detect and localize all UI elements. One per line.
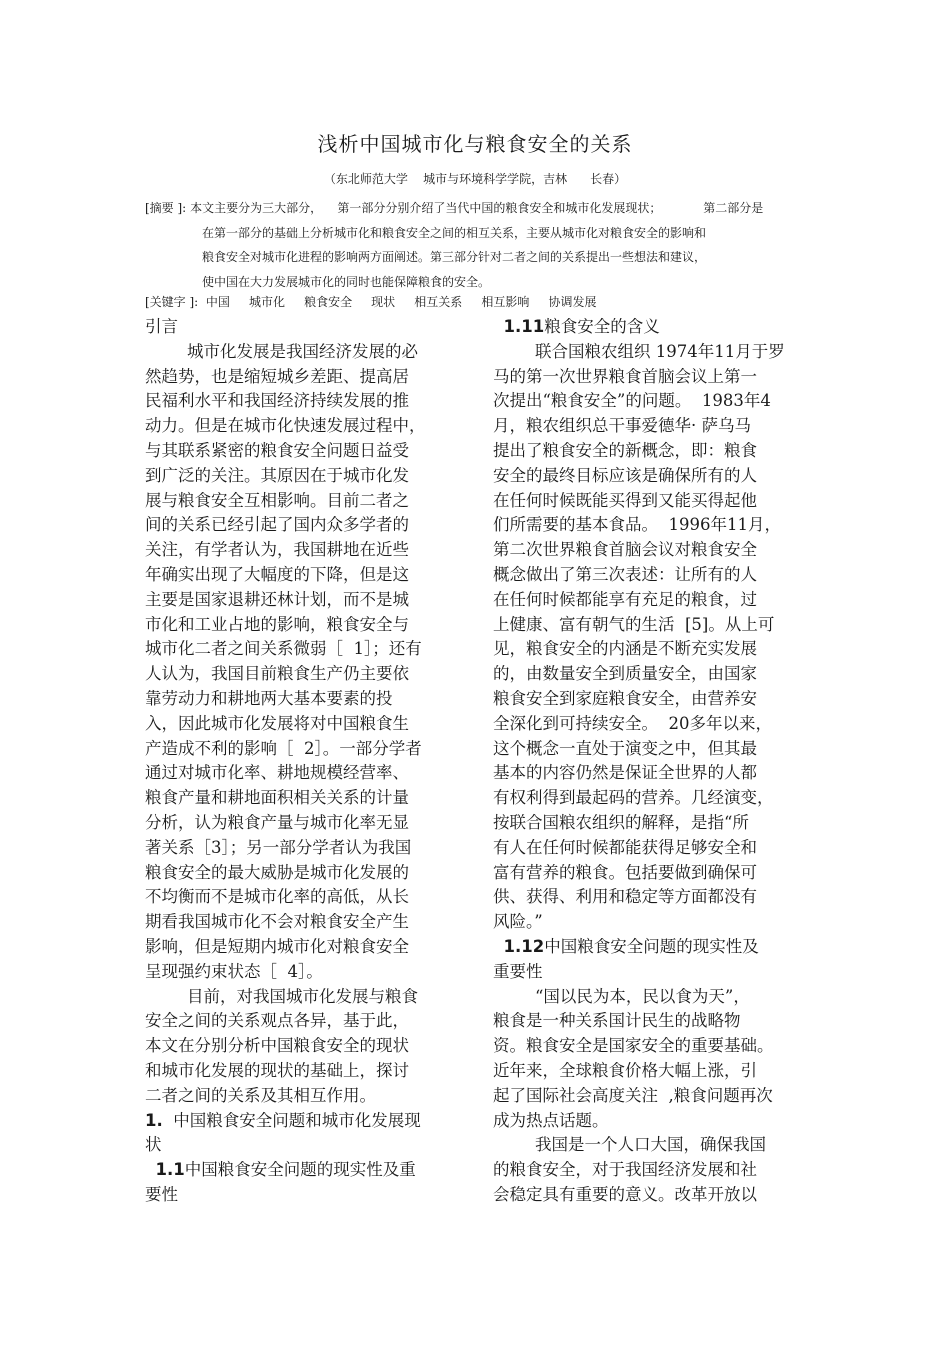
text-line: 到广泛的关注。其原因在于城市化发	[145, 465, 409, 485]
subsection-1-12-number: 1.12	[503, 936, 545, 956]
text-line: 成为热点话题。	[493, 1110, 609, 1130]
text-line: 按联合国粮农组织的解释，是指“所	[493, 812, 749, 832]
text-line: 和城市化发展的现状的基础上，探讨	[145, 1060, 409, 1080]
subsection-1-12-heading-cont: 重要性	[493, 961, 543, 981]
text-line: 在任何时候都能享有充足的粮食，过	[493, 589, 757, 609]
abstract-label: [摘要 ]:	[145, 201, 187, 215]
text-line: 的粮食安全，对于我国经济发展和社	[493, 1160, 757, 1180]
keyword: 协调发展	[548, 295, 597, 309]
text-line: 二者之间的关系及其相互作用。	[145, 1085, 376, 1105]
text-line: 基本的内容仍然是保证全世界的人都	[493, 763, 757, 783]
text-line: 年确实出现了大幅度的下降，但是这	[145, 564, 409, 584]
text-line: 影响，但是短期内城市化对粮食安全	[145, 936, 409, 956]
text-line: 本文在分别分析中国粮食安全的现状	[145, 1036, 409, 1056]
text-line: 联合国粮农组织 1974年11月于罗	[493, 341, 785, 361]
subsection-1-1-heading-cont: 要性	[145, 1184, 178, 1204]
text-line: 城市化二者之间关系微弱［ 1］；还有	[145, 639, 422, 659]
abstract-line: [摘要 ]: 本文主要分为三大部分， 第一部分分别介绍了当代中国的粮食安全和城市化发展现状； 第二部分是	[145, 201, 764, 215]
text-line: 不均衡而不是城市化率的高低，从长	[145, 887, 409, 907]
text-line: 入，因此城市化发展将对中国粮食生	[145, 713, 409, 733]
abstract	[145, 196, 810, 294]
text-line: 全深化到可持续安全。 20多年以来，	[493, 713, 772, 733]
text-line: 期看我国城市化不会对粮食安全产生	[145, 912, 409, 932]
text-line: 起了国际社会高度关注 ,粮食问题再次	[493, 1085, 773, 1105]
text-line: 这个概念一直处于演变之中，但其最	[493, 738, 757, 758]
subsection-1-11-number: 1.11	[503, 317, 545, 336]
text-line: 人认为，我国目前粮食生产仍主要依	[145, 664, 409, 684]
text-line: 近年来，全球粮食价格大幅上涨，引	[493, 1060, 757, 1080]
subsection-1-1-heading: 1.1中国粮食安全问题的现实性及重	[155, 1160, 416, 1180]
text-line: 粮食安全的最大威胁是城市化发展的	[145, 862, 409, 882]
abstract-line: 使中国在大力发展城市化的同时也能保障粮食的安全。	[202, 274, 491, 289]
text-line: 我国是一个人口大国，确保我国	[493, 1135, 766, 1155]
text-line: 展与粮食安全互相影响。目前二者之	[145, 490, 409, 510]
text-line: 分析，认为粮食产量与城市化率无显	[145, 812, 409, 832]
text-line: 有权利得到最起码的营养。几经演变，	[493, 788, 774, 808]
text-line: 安全的最终目标应该是确保所有的人	[493, 465, 757, 485]
text-line: 概念做出了第三次表述：让所有的人	[493, 564, 757, 584]
text-line: 民福利水平和我国经济持续发展的推	[145, 391, 409, 411]
abstract-line: 在第一部分的基础上分析城市化和粮食安全之间的相互关系，主要从城市化对粮食安全的影响和	[202, 225, 707, 240]
text-line: 次提出“粮食安全”的问题。 1983年4	[493, 391, 771, 411]
paper-title: 浅析中国城市化与粮食安全的关系	[317, 132, 633, 156]
section-1-heading-cont: 状	[145, 1135, 162, 1155]
text-line: 间的关系已经引起了国内众多学者的	[145, 515, 409, 535]
left-column	[145, 315, 465, 1208]
text-line: 提出了粮食安全的新概念，即：粮食	[493, 440, 757, 460]
text-line: 靠劳动力和耕地两大基本要素的投	[145, 688, 393, 708]
text-line: 马的第一次世界粮食首脑会议上第一	[493, 366, 757, 386]
text-line: 然趋势，也是缩短城乡差距、提高居	[145, 366, 409, 386]
text-line: 们所需要的基本食品。 1996年11月，	[493, 515, 781, 535]
section-1-heading: 1. 中国粮食安全问题和城市化发展现	[145, 1110, 421, 1130]
keyword: 城市化	[248, 295, 285, 309]
text-line: 富有营养的粮食。包括要做到确保可	[493, 862, 757, 882]
text-line: 产造成不利的影响［ 2］。一部分学者	[145, 738, 422, 758]
right-column	[493, 315, 813, 1208]
text-line: 安全之间的关系观点各异，基于此，	[145, 1011, 409, 1031]
text-line: 有人在任何时候都能获得足够安全和	[493, 837, 757, 857]
text-line: 与其联系紧密的粮食安全问题日益受	[145, 440, 409, 460]
keyword: 现状	[371, 295, 396, 309]
text-line: 资。粮食安全是国家安全的重要基础。	[493, 1036, 774, 1056]
keywords	[145, 293, 596, 310]
text-line: 在任何时候既能买得到又能买得起他	[493, 490, 757, 510]
section-body	[493, 985, 813, 1208]
abstract-line: 粮食安全对城市化进程的影响两方面阐述。第三部分针对二者之间的关系提出一些想法和建议，	[202, 250, 707, 264]
intro-heading: 引言	[145, 317, 178, 336]
text-line: 上健康、富有朝气的生活 [5]。从上可	[493, 614, 775, 634]
text-line: 粮食是一种关系国计民生的战略物	[493, 1011, 741, 1031]
subsection-1-11-heading: 1.11粮食安全的含义	[503, 317, 660, 336]
subsection-1-12-heading: 1.12中国粮食安全问题的现实性及	[503, 936, 759, 956]
keyword: 中国	[205, 295, 230, 309]
text-line: 通过对城市化率、耕地规模经营率、	[145, 763, 409, 783]
section-1-number: 1.	[145, 1110, 163, 1130]
text-line: 粮食产量和耕地面积相关关系的计量	[145, 788, 409, 808]
text-line: 市化和工业占地的影响，粮食安全与	[145, 614, 409, 634]
keywords-label: [关键字 ]:	[145, 295, 199, 309]
author-affiliation: （东北师范大学 城市与环境科学学院，吉林 长春）	[323, 172, 627, 186]
keyword: 相互关系	[414, 295, 463, 309]
text-line: 会稳定具有重要的意义。改革开放以	[493, 1184, 757, 1204]
text-line: 第二次世界粮食首脑会议对粮食安全	[493, 540, 757, 560]
keyword: 相互影响	[481, 295, 530, 309]
text-line: 风险。”	[493, 912, 543, 932]
keyword: 粮食安全	[304, 295, 353, 309]
text-line: 供、获得、利用和稳定等方面都没有	[493, 887, 757, 907]
subsection-1-1-number: 1.1	[155, 1160, 185, 1180]
section-body	[493, 340, 813, 935]
text-line: 动力。但是在城市化快速发展过程中，	[145, 416, 426, 436]
text-line: 主要是国家退耕还林计划，而不是城	[145, 589, 409, 609]
intro-body	[145, 340, 465, 1109]
text-line: 粮食安全到家庭粮食安全，由营养安	[493, 688, 757, 708]
text-line: “国以民为本，民以食为天”，	[493, 986, 750, 1006]
text-line: 目前，对我国城市化发展与粮食	[145, 986, 418, 1006]
text-line: 城市化发展是我国经济发展的必	[145, 341, 418, 361]
text-line: 见，粮食安全的内涵是不断充实发展	[493, 639, 757, 659]
text-line: 月，粮农组织总干事爱德华· 萨乌马	[493, 416, 751, 436]
text-line: 的，由数量安全到质量安全，由国家	[493, 664, 757, 684]
text-line: 关注，有学者认为，我国耕地在近些	[145, 540, 409, 560]
text-line: 呈现强约束状态［ 4］。	[145, 961, 323, 981]
text-line: 著关系［3］；另一部分学者认为我国	[145, 837, 412, 857]
